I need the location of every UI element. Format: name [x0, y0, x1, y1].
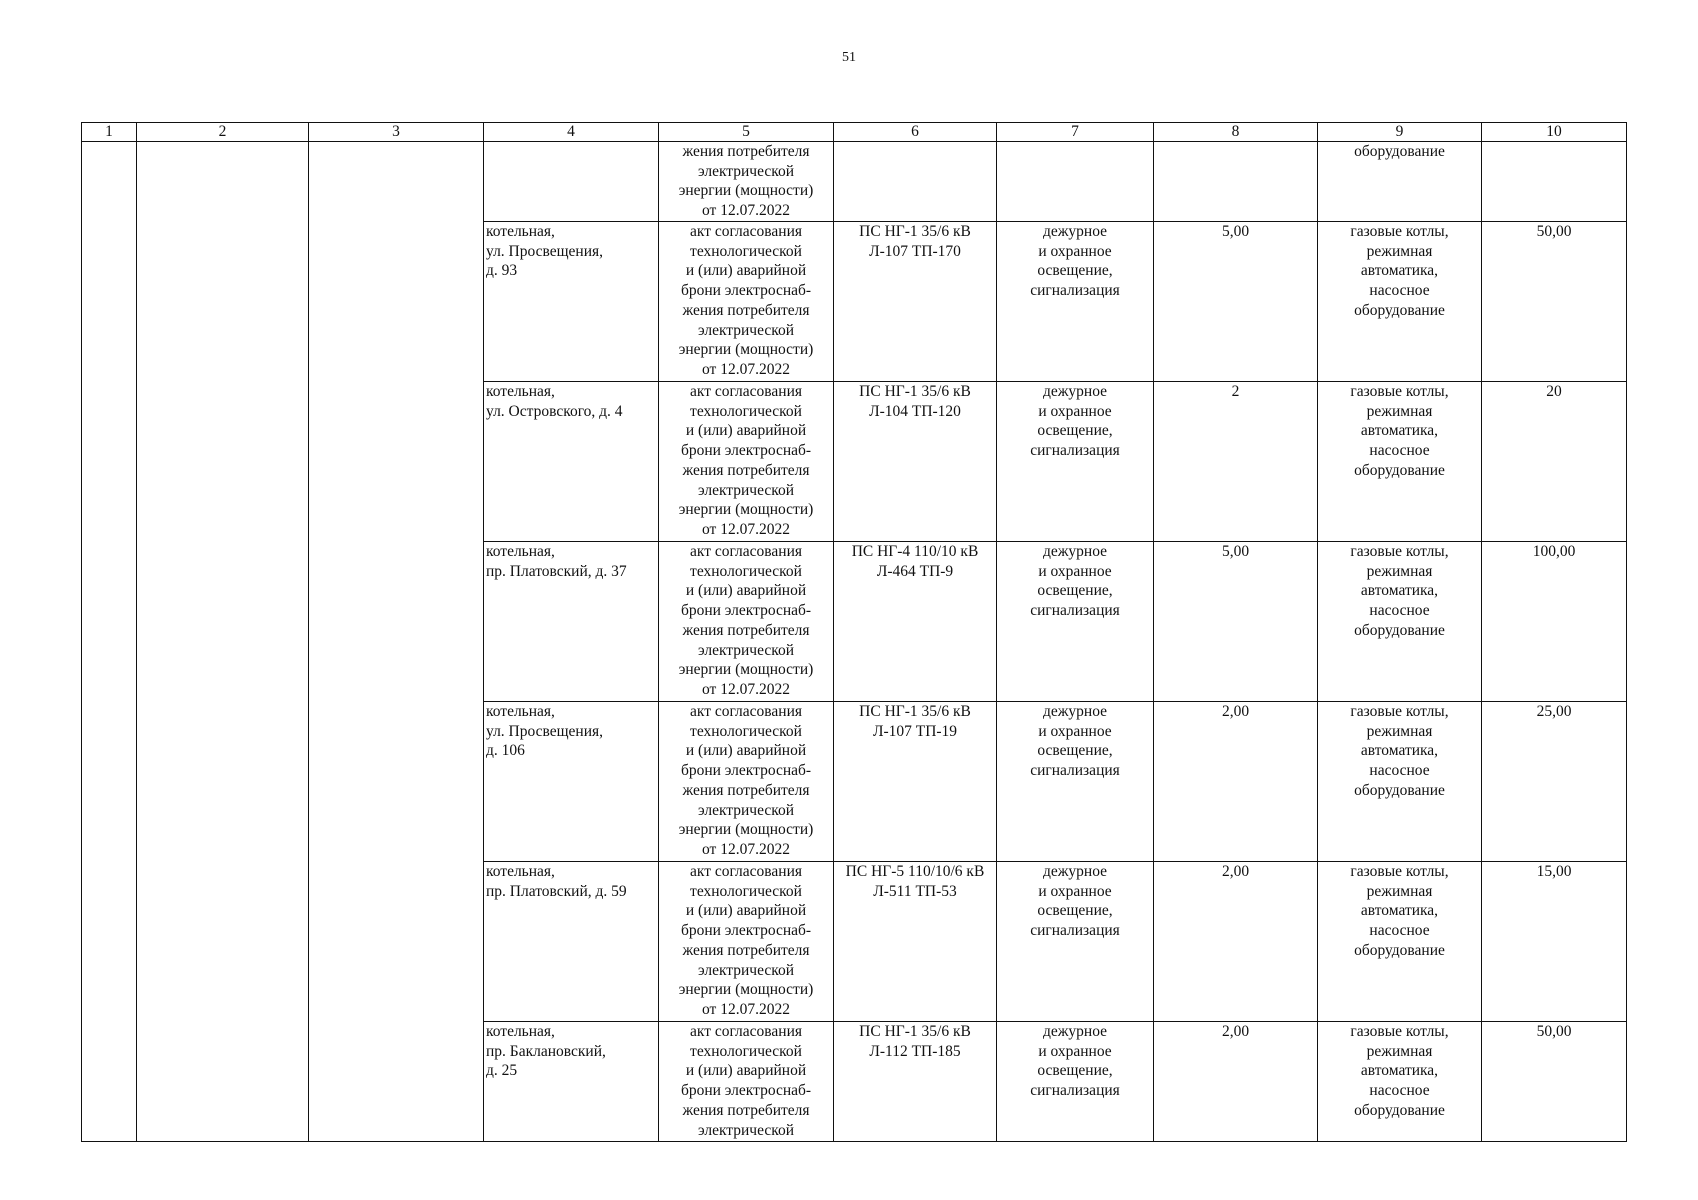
emergency-power-cell: 2,00: [1154, 1022, 1318, 1142]
document-cell: акт согласования технологической и (или) аварийной брони электроснаб- жения потребителя электрической энергии (мощности) от 12.07.2022: [659, 382, 834, 542]
substation-cell: ПС НГ-1 35/6 кВ Л-112 ТП-185: [834, 1022, 997, 1142]
equipment-cell: газовые котлы, режимная автоматика, насосное оборудование: [1318, 222, 1482, 382]
header-cell: 10: [1482, 123, 1627, 142]
substation-cell: ПС НГ-1 35/6 кВ Л-107 ТП-170: [834, 222, 997, 382]
load-type-cell: дежурное и охранное освещение, сигнализация: [997, 1022, 1154, 1142]
emergency-power-cell: 5,00: [1154, 542, 1318, 702]
equipment-cell: газовые котлы, режимная автоматика, насосное оборудование: [1318, 382, 1482, 542]
load-type-cell: дежурное и охранное освещение, сигнализация: [997, 862, 1154, 1022]
address-cell: котельная, ул. Просвещения, д. 106: [484, 702, 659, 862]
col1-merged-cell: [82, 142, 137, 1142]
header-cell: 8: [1154, 123, 1318, 142]
emergency-power-cell: 5,00: [1154, 222, 1318, 382]
header-cell: 7: [997, 123, 1154, 142]
address-cell: котельная, ул. Просвещения, д. 93: [484, 222, 659, 382]
reservation-table: [81, 122, 1627, 1142]
address-cell: котельная, ул. Островского, д. 4: [484, 382, 659, 542]
document-cell: акт согласования технологической и (или) аварийной брони электроснаб- жения потребителя электрической энергии (мощности) от 12.07.2022: [659, 542, 834, 702]
header-cell: 9: [1318, 123, 1482, 142]
equipment-cell: газовые котлы, режимная автоматика, насосное оборудование: [1318, 702, 1482, 862]
column-number-row: [82, 123, 1627, 142]
load-type-cell: дежурное и охранное освещение, сигнализация: [997, 222, 1154, 382]
emergency-power-cell: [1154, 142, 1318, 222]
tech-power-cell: 15,00: [1482, 862, 1627, 1022]
address-cell: котельная, пр. Платовский, д. 59: [484, 862, 659, 1022]
col2-merged-cell: [137, 142, 309, 1142]
col3-merged-cell: [309, 142, 484, 1142]
load-type-cell: дежурное и охранное освещение, сигнализация: [997, 542, 1154, 702]
equipment-cell: газовые котлы, режимная автоматика, насосное оборудование: [1318, 862, 1482, 1022]
substation-cell: ПС НГ-1 35/6 кВ Л-107 ТП-19: [834, 702, 997, 862]
header-cell: 4: [484, 123, 659, 142]
load-type-cell: [997, 142, 1154, 222]
substation-cell: ПС НГ-4 110/10 кВ Л-464 ТП-9: [834, 542, 997, 702]
table-row: [82, 142, 1627, 222]
address-cell: котельная, пр. Платовский, д. 37: [484, 542, 659, 702]
header-cell: 5: [659, 123, 834, 142]
tech-power-cell: 100,00: [1482, 542, 1627, 702]
page-number: 51: [842, 50, 856, 65]
tech-power-cell: [1482, 142, 1627, 222]
address-cell: котельная, пр. Баклановский, д. 25: [484, 1022, 659, 1142]
address-cell: [484, 142, 659, 222]
emergency-power-cell: 2,00: [1154, 862, 1318, 1022]
header-cell: 2: [137, 123, 309, 142]
header-cell: 1: [82, 123, 137, 142]
substation-cell: ПС НГ-5 110/10/6 кВ Л-511 ТП-53: [834, 862, 997, 1022]
load-type-cell: дежурное и охранное освещение, сигнализация: [997, 702, 1154, 862]
header-cell: 3: [309, 123, 484, 142]
document-cell: жения потребителя электрической энергии (мощности) от 12.07.2022: [659, 142, 834, 222]
equipment-cell: оборудование: [1318, 142, 1482, 222]
equipment-cell: газовые котлы, режимная автоматика, насосное оборудование: [1318, 1022, 1482, 1142]
equipment-cell: газовые котлы, режимная автоматика, насосное оборудование: [1318, 542, 1482, 702]
document-cell: акт согласования технологической и (или) аварийной брони электроснаб- жения потребителя электрической энергии (мощности) от 12.07.2022: [659, 702, 834, 862]
document-cell: акт согласования технологической и (или) аварийной брони электроснаб- жения потребителя электрической энергии (мощности) от 12.07.2022: [659, 222, 834, 382]
tech-power-cell: 50,00: [1482, 222, 1627, 382]
load-type-cell: дежурное и охранное освещение, сигнализация: [997, 382, 1154, 542]
header-cell: 6: [834, 123, 997, 142]
document-cell: акт согласования технологической и (или) аварийной брони электроснаб- жения потребителя электрической энергии (мощности) от 12.07.2022: [659, 862, 834, 1022]
emergency-power-cell: 2,00: [1154, 702, 1318, 862]
substation-cell: ПС НГ-1 35/6 кВ Л-104 ТП-120: [834, 382, 997, 542]
tech-power-cell: 25,00: [1482, 702, 1627, 862]
emergency-power-cell: 2: [1154, 382, 1318, 542]
document-cell: акт согласования технологической и (или) аварийной брони электроснаб- жения потребителя электрической: [659, 1022, 834, 1142]
tech-power-cell: 50,00: [1482, 1022, 1627, 1142]
tech-power-cell: 20: [1482, 382, 1627, 542]
substation-cell: [834, 142, 997, 222]
